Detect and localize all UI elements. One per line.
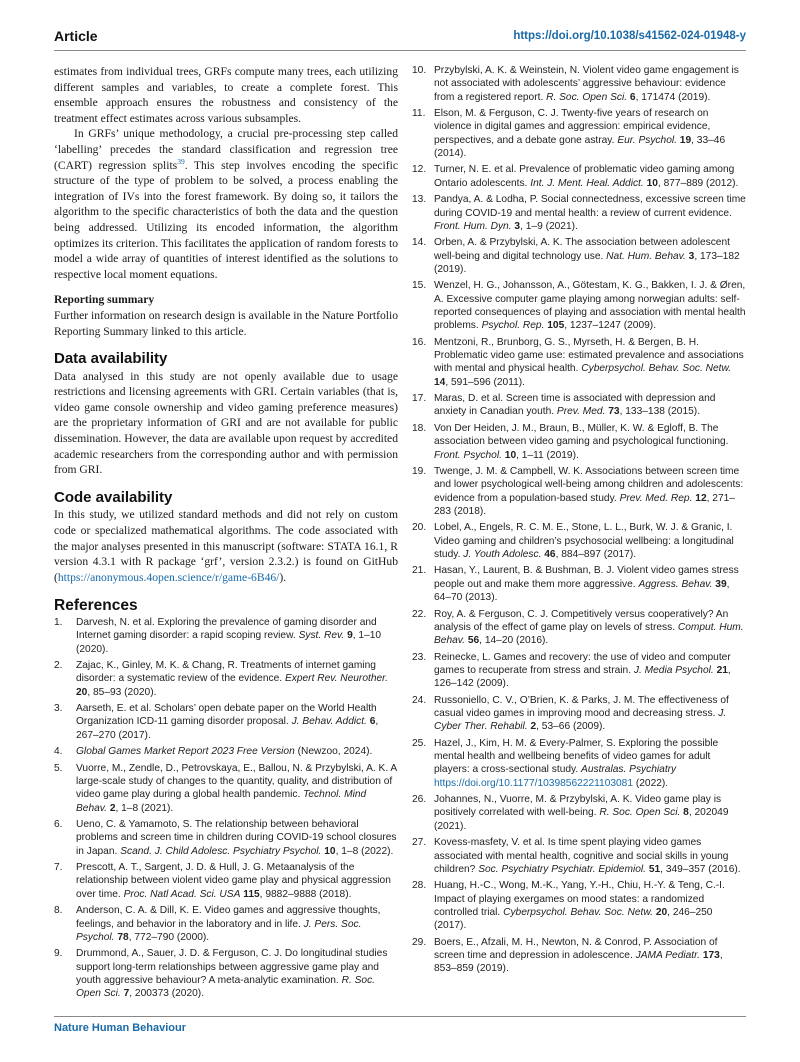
page-footer [54, 1016, 746, 1034]
reference-number: 20. [412, 522, 427, 534]
reference-item [412, 608, 746, 648]
reporting-summary-text: Further information on research design is available in the Nature Portfolio Reporting Summary linked to this article. [54, 308, 398, 338]
reference-number: 12. [412, 164, 427, 176]
reference-number: 21. [412, 565, 427, 577]
reference-number: 5. [54, 762, 63, 774]
reference-item [412, 564, 746, 604]
reference-item [412, 793, 746, 833]
body-paragraph [54, 126, 398, 282]
reference-item [412, 737, 746, 790]
reference-text: Turner, N. E. et al. Prevalence of problematic video gaming among Ontario adolescents. Int. J. Ment. Heal. Addict. 10, 877–889 (2012). [434, 164, 739, 189]
reference-text: Johannes, N., Vuorre, M. & Przybylski, A. K. Video game play is positively correlated with well-being. R. Soc. Open Sci. 8, 202049 (2021). [434, 794, 729, 832]
reference-text: Przybylski, A. K. & Weinstein, N. Violent video game engagement is not associated with adolescents’ aggressive behaviour: evidence from a registered report. R. Soc. Open Sci. 6, 171474 (2019). [434, 65, 739, 103]
reference-item [54, 818, 398, 858]
reference-number: 28. [412, 880, 427, 892]
reference-text: Von Der Heiden, J. M., Braun, B., Müller, K. W. & Egloff, B. The association between video gaming and psychological functioning. Front. Psychol. 10, 1–11 (2019). [434, 422, 729, 461]
reference-item [54, 616, 398, 656]
reference-item [412, 107, 746, 160]
body-paragraph: estimates from individual trees, GRFs compute many trees, each utilizing different samples and variables, to create a complete forest. This ensemble approach ensures the robustness and consistency of the treatment effect estimates across various subsamples. [54, 65, 398, 125]
reference-text: Mentzoni, R., Brunborg, G. S., Myrseth, H. & Bergen, B. H. Problematic video game use: estimated prevalence and associations with mental and physical health. Cyberpsychol. Behav. Soc. Netw. 14, 591–596 (2011). [434, 336, 744, 388]
reference-number: 13. [412, 194, 427, 206]
reference-item [412, 279, 746, 332]
reference-number: 19. [412, 466, 427, 477]
reference-number: 10. [412, 65, 427, 76]
reference-number: 27. [412, 837, 427, 849]
paragraph-text: In GRFs’ unique methodology, a crucial pre-processing step called ‘labelling’ precedes the standard classification and regression tree (CART) regression splits [54, 127, 398, 172]
reporting-summary-heading: Reporting summary [54, 293, 155, 307]
reference-item [412, 651, 746, 691]
reference-item [412, 936, 746, 976]
reference-text: Darvesh, N. et al. Exploring the prevalence of gaming disorder and Internet gaming disorder: a rapid scoping review. Syst. Rev. 9, 1–10 (2020). [76, 617, 382, 655]
reference-item [412, 521, 746, 561]
reference-number: 11. [412, 108, 426, 120]
reference-item [54, 861, 398, 901]
reference-item [54, 659, 398, 699]
reference-text: Prescott, A. T., Sargent, J. D. & Hull, J. G. Metaanalysis of the relationship between violent video game play and physical aggression over time. Proc. Natl Acad. Sci. USA 115, 9882–9888 (2018). [76, 862, 391, 900]
paragraph-text: ). [279, 570, 287, 584]
reference-number: 8. [54, 905, 63, 917]
reference-text: Reinecke, L. Games and recovery: the use of video and computer games to recuperate from stress and strain. J. Media Psychol. 21, 126–142 (2009). [434, 651, 731, 690]
reference-item [412, 694, 746, 734]
reference-item [412, 236, 746, 276]
reference-text: Elson, M. & Ferguson, C. J. Twenty-five years of research on violence in digital games and aggression: empirical evidence, perspectives, and a debate gone astray. Eur. Psychol. 19, 33–46 (2014). [434, 108, 726, 159]
reference-text: Kovess-masfety, V. et al. Is time spent playing video games associated with mental health, cognitive and social skills in young children? Soc. Psychiatry Psychiatr. Epidemiol. 51, 349–357 (2016). [434, 837, 741, 875]
reference-item [412, 836, 746, 876]
reference-number: 4. [54, 746, 63, 758]
reference-text: Twenge, J. M. & Campbell, W. K. Associations between screen time and lower psychological well-being among children and adolescents: evidence from a population-based study. Prev. Med. Rep. 12, 271–283 (2018). [434, 466, 744, 517]
reference-text: Zajac, K., Ginley, M. K. & Chang, R. Treatments of internet gaming disorder: a systematic review of the evidence. Expert Rev. Neurother. 20, 85–93 (2020). [76, 660, 389, 698]
reference-item [54, 947, 398, 1000]
github-link[interactable]: https://anonymous.4open.science/r/game-6B46/ [57, 570, 280, 584]
reference-item [54, 762, 398, 815]
doi-link[interactable]: https://doi.org/10.1038/s41562-024-01948-y [513, 30, 746, 42]
reference-number: 16. [412, 336, 427, 348]
reference-number: 22. [412, 608, 427, 620]
reference-number: 18. [412, 422, 427, 434]
reference-item [412, 64, 746, 104]
reference-text: Maras, D. et al. Screen time is associated with depression and anxiety in Canadian youth. Prev. Med. 73, 133–138 (2015). [434, 393, 716, 418]
paragraph-text: In this study, we utilized standard methods and did not rely on custom code or specialized mathematical algorithms. The code associated with the major analyses presented in this manuscript (software: STATA 16.1, R version 4.3.1 with R package ‘grf’, version 2.3.2.) is found on GitHub ( [54, 508, 398, 584]
reference-item [54, 702, 398, 742]
data-availability-text: Data analysed in this study are not openly available due to usage restrictions and licensing agreements with GRI. Certain variables (that is, video game console ownership and video gaming preference measures) are the proprietary information of GRI and are not available for public dissemination. However, the data are available upon request by accredited academic researchers from the corresponding author and with permission from GRI. [54, 369, 398, 477]
reference-text: Lobel, A., Engels, R. C. M. E., Stone, L. L., Burk, W. J. & Granic, I. Video gaming and children’s psychosocial wellbeing: a longitudinal study. J. Youth Adolesc. 46, 884–897 (2017). [434, 522, 734, 560]
reference-number: 15. [412, 280, 427, 292]
reference-item [412, 193, 746, 233]
code-availability-text [54, 507, 398, 585]
reference-text: Ueno, C. & Yamamoto, S. The relationship between behavioral problems and screen time in children during COVID-19 school closures in Japan. Scand. J. Child Adolesc. Psychiatry Psychol. 10, 1–8 (2022). [76, 819, 397, 857]
reference-text: Drummond, A., Sauer, J. D. & Ferguson, C. J. Do longitudinal studies support long-term relationships between aggressive game play and youth aggressive behaviour? A meta-analytic examination. R. Soc. Open Sci. 7, 200373 (2020). [76, 948, 388, 1000]
reference-number: 24. [412, 694, 427, 706]
section-label: Article [54, 28, 98, 44]
reference-number: 14. [412, 237, 427, 249]
reference-number: 3. [54, 703, 63, 715]
reference-text: Hazel, J., Kim, H. M. & Every-Palmer, S. Exploring the possible mental health and wellbeing benefits of video games for adult players: a cross-sectional study. Australas. Psychiatry https://doi.org/10.1177/10398562221103081 (2022). [434, 737, 719, 789]
page-header [54, 28, 746, 51]
reference-number: 23. [412, 651, 427, 663]
reference-number: 29. [412, 936, 427, 948]
reference-item [412, 422, 746, 462]
reference-number: 9. [54, 948, 63, 960]
reference-item [412, 392, 746, 419]
reference-number: 1. [54, 617, 63, 628]
reference-text: Russoniello, C. V., O’Brien, K. & Parks, J. M. The effectiveness of casual video games in improving mood and decreasing stress. J. Cyber Ther. Rehabil. 2, 53–66 (2009). [434, 694, 729, 733]
reference-number: 2. [54, 660, 63, 672]
reference-list-left [54, 616, 398, 1001]
reference-text: Hasan, Y., Laurent, B. & Bushman, B. J. Violent video games stress people out and make them more aggressive. Aggress. Behav. 39, 64–70 (2013). [434, 565, 739, 604]
code-availability-heading: Code availability [54, 488, 173, 506]
reference-item [412, 336, 746, 389]
reference-text: Aarseth, E. et al. Scholars’ open debate paper on the World Health Organization ICD-11 gaming disorder proposal. J. Behav. Addict. 6, 267–270 (2017). [76, 703, 379, 741]
reference-item [412, 465, 746, 518]
reference-text: Pandya, A. & Lodha, P. Social connectedness, excessive screen time during COVID-19 and mental health: a review of current evidence. Front. Hum. Dyn. 3, 1–9 (2021). [434, 194, 746, 232]
reference-list-right [412, 64, 746, 976]
paragraph-text: . This step involves encoding the specific structure of the type of problem to be solved, a process enabling the integration of IVs into the forest framework. By doing so, it tailors the algorithm to the specific characteristics of both the data and the question being addressed. Utilizing its encoded information, the algorithm optimizes its criterion. This facilitates the application of random forests to model a wide array of quantities of interest identified as the solutions to respective local moment equations. [54, 158, 398, 281]
reference-text: Vuorre, M., Zendle, D., Petrovskaya, E., Ballou, N. & Przybylski, A. K. A large-scale study of changes to the quantity, quality, and distribution of video game play during a global health pandemic. Technol. Mind Behav. 2, 1–8 (2021). [76, 762, 397, 814]
reference-item [54, 904, 398, 944]
reference-item [54, 745, 398, 758]
reference-number: 26. [412, 794, 427, 806]
reference-text: Anderson, C. A. & Dill, K. E. Video games and aggressive thoughts, feelings, and behavior in the laboratory and in life. J. Pers. Soc. Psychol. 78, 772–790 (2000). [76, 905, 381, 943]
left-column [54, 64, 398, 1004]
data-availability-heading: Data availability [54, 350, 168, 368]
reference-number: 25. [412, 737, 427, 749]
citation-link[interactable]: 39 [177, 156, 185, 166]
reference-number: 6. [54, 819, 63, 831]
reference-number: 17. [412, 393, 427, 405]
reference-text: Global Games Market Report 2023 Free Version (Newzoo, 2024). [76, 746, 373, 758]
reference-text: Huang, H.-C., Wong, M.-K., Yang, Y.-H., Chiu, H.-Y. & Teng, C.-I. Impact of playing exergames on mood states: a randomized controlled trial. Cyberpsychol. Behav. Soc. Netw. 20, 246–250 (2017). [434, 880, 725, 932]
reference-text: Boers, E., Afzali, M. H., Newton, N. & Conrod, P. Association of screen time and depression in adolescence. JAMA Pediatr. 173, 853–859 (2019). [434, 936, 723, 975]
reference-text: Wenzel, H. G., Johansson, A., Götestam, K. G., Bakken, I. J. & Øren, A. Excessive computer game playing among norwegian adults: self-reported consequences of playing and association with mental health problems. Psychol. Rep. 105, 1237–1247 (2009). [434, 280, 746, 332]
reference-number: 7. [54, 862, 63, 874]
right-column [412, 64, 746, 979]
journal-name: Nature Human Behaviour [54, 1022, 187, 1034]
reference-item [412, 163, 746, 190]
reference-text: Orben, A. & Przybylski, A. K. The association between adolescent well-being and digital technology use. Nat. Hum. Behav. 3, 173–182 (2019). [434, 237, 740, 275]
references-heading: References [54, 597, 138, 615]
reference-item [412, 879, 746, 932]
reference-text: Roy, A. & Ferguson, C. J. Competitively versus cooperatively? An analysis of the effect of game play on levels of stress. Comput. Hum. Behav. 56, 14–20 (2016). [434, 608, 744, 647]
